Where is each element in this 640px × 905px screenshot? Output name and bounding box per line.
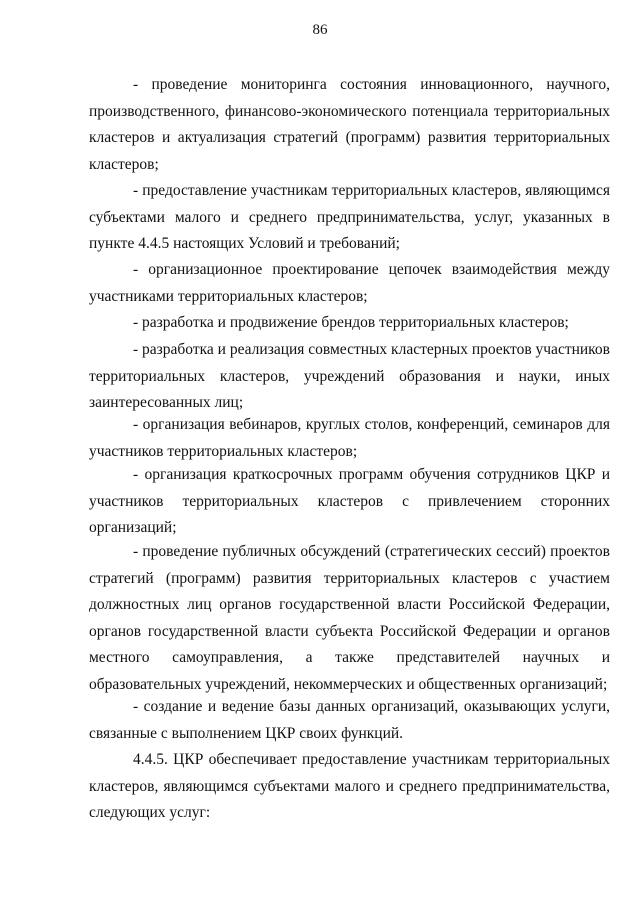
paragraph-monitoring: - проведение мониторинга состояния инновационного, научного, производственного, финансово-экономического потенциала территориальных кластеров и актуализация стратегий (программ) развития территориальных кластеров; — [89, 76, 610, 173]
page-number: 86 — [312, 22, 328, 38]
paragraph-database: - создание и ведение базы данных организаций, оказывающих услуги, связанные с выполнением ЦКР своих функций. — [89, 698, 610, 742]
paragraph-webinars: - организация вебинаров, круглых столов, конференций, семинаров для участников территориальных кластеров; — [89, 416, 610, 460]
paragraph-section-4-4-5: 4.4.5. ЦКР обеспечивает предоставление участникам территориальных кластеров, являющимся субъектами малого и среднего предпринимательства, следующих услуг: — [89, 751, 610, 821]
paragraph-services-provision: - предоставление участникам территориальных кластеров, являющимся субъектами малого и среднего предпринимательства, услуг, указанных в пункте 4.4.5 настоящих Условий и требований; — [89, 182, 610, 252]
paragraph-public-discussions: - проведение публичных обсуждений (стратегических сессий) проектов стратегий (программ) развития территориальных кластеров с участием должностных лиц органов государственной власти Российской Федерации, органов государственной власти субъекта Российской Федерации и органов местного самоуправления, а также представителей научных и образовательных учреждений, некоммерческих и общественных организаций; — [89, 543, 610, 693]
paragraph-joint-projects: - разработка и реализация совместных кластерных проектов участников территориальных кластеров, учреждений образования и науки, иных заинтересованных лиц; — [89, 341, 610, 411]
paragraph-brands: - разработка и продвижение брендов территориальных кластеров; — [133, 314, 569, 331]
paragraph-chain-design: - организационное проектирование цепочек взаимодействия между участниками территориальных кластеров; — [89, 261, 610, 305]
paragraph-training: - организация краткосрочных программ обучения сотрудников ЦКР и участников территориальных кластеров с привлечением сторонних организаций; — [89, 466, 610, 536]
